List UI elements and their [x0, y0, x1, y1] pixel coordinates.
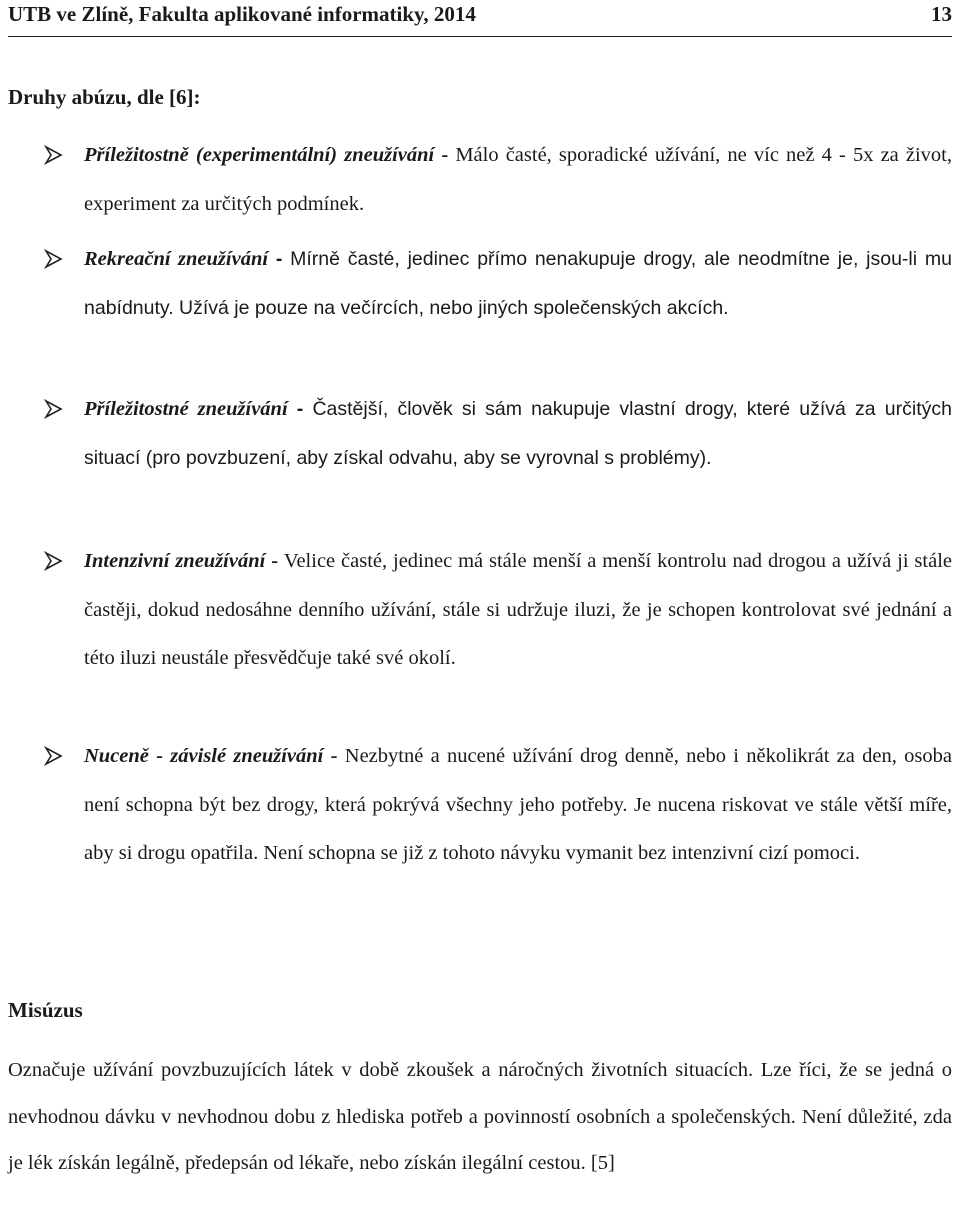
arrowhead-bullet-icon — [44, 249, 88, 269]
item-term: Příležitostně (experimentální) zneužívání — [84, 144, 435, 166]
item-separator: - — [287, 398, 313, 420]
page-header — [8, 0, 952, 37]
item-separator: - — [265, 550, 284, 572]
item-separator: - — [323, 745, 345, 767]
item-term: Intenzivní zneužívání — [84, 550, 266, 572]
arrowhead-bullet-icon — [44, 145, 88, 165]
list-item — [84, 385, 952, 482]
item-text: Nezbytné a nucené užívání drog denně, nebo i několikrát za den, osoba není schopna být bez drogy, která pokrývá všechny jeho potřeby. Je nucena riskovat ve stále větší míře, aby si drogu opatřila. Není schopna se již z tohoto návyku vymanit bez intenzivní cizí pomoci. — [84, 745, 952, 864]
item-text: Mírně časté, jedinec přímo nenakupuje drogy, ale neodmítne je, jsou-li mu nabídnuty. Užívá je pouze na večírcích, nebo jiných společenských akcích. — [84, 248, 952, 319]
list-item — [84, 732, 952, 878]
section-heading: Druhy abúzu, dle [6]: — [8, 85, 201, 109]
header-title: UTB ve Zlíně, Fakulta aplikované informatiky, 2014 — [8, 2, 476, 26]
list-item — [84, 537, 952, 683]
item-term: Rekreační zneužívání — [84, 248, 269, 270]
body-paragraph: Označuje užívání povzbuzujících látek v době zkoušek a náročných životních situacích. Lze říci, že se jedná o nevhodnou dávku v nevhodnou dobu z hlediska potřeb a povinností osobních a společenských. Není důležité, zda je lék získán legálně, předepsán od lékaře, nebo získán ilegální cestou. [5] — [8, 1059, 952, 1174]
item-text: Častější, člověk si sám nakupuje vlastní drogy, které užívá za určitých situací (pro povzbuzení, aby získal odvahu, aby se vyrovnal s problémy). — [84, 398, 952, 469]
item-separator: - — [268, 248, 291, 270]
item-text: Málo časté, sporadické užívání, ne víc než 4 - 5x za život, experiment za určitých podmínek. — [84, 144, 952, 215]
list-item — [84, 131, 952, 228]
item-term: Nuceně - závislé zneužívání — [84, 745, 324, 767]
page-number: 13 — [931, 2, 952, 26]
item-text: Velice časté, jedinec má stále menší a menší kontrolu nad drogou a užívá ji stále častěji, dokud nedosáhne denního užívání, stále si udržuje iluzi, že je schopen kontrolovat své jednání a této iluzi neustále přesvědčuje také své okolí. — [84, 550, 952, 669]
arrowhead-bullet-icon — [44, 399, 88, 419]
item-term: Příležitostné zneužívání — [84, 398, 288, 420]
list-item — [84, 235, 952, 332]
item-separator: - — [434, 144, 456, 166]
arrowhead-bullet-icon — [44, 746, 88, 766]
subheading: Misúzus — [8, 998, 83, 1022]
arrowhead-bullet-icon — [44, 551, 88, 571]
